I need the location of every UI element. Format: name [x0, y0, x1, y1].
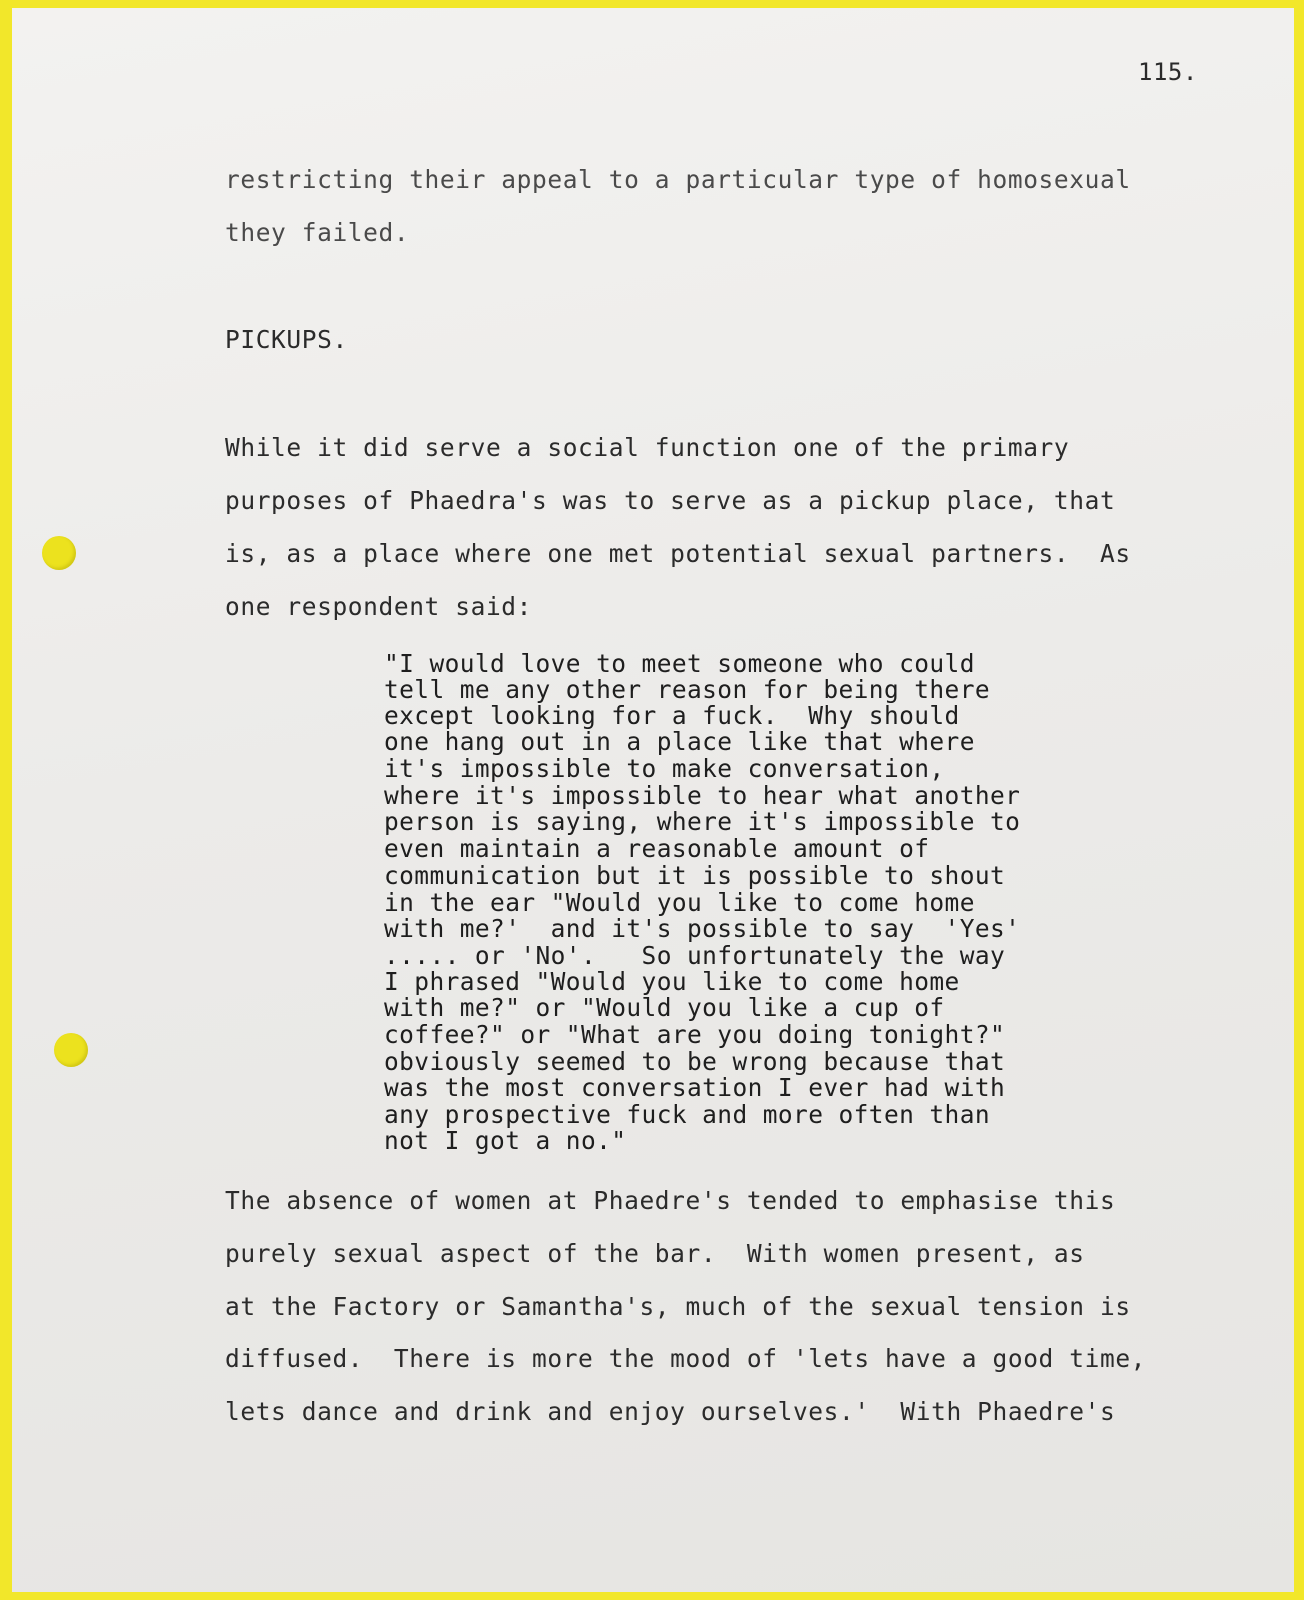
quote-line: in the ear "Would you like to come home — [384, 888, 975, 917]
quote-line: obviously seemed to be wrong because that — [384, 1047, 1006, 1076]
quote-line: "I would love to meet someone who could — [384, 649, 975, 678]
quote-line: communication but it is possible to shout — [384, 861, 1006, 890]
page-number: 115. — [1138, 58, 1198, 86]
paragraph-line: one respondent said: — [225, 592, 533, 621]
quote-line: with me?' and it's possible to say 'Yes' — [384, 914, 1021, 943]
quote-line: where it's impossible to hear what another — [384, 781, 1021, 810]
paragraph-line: The absence of women at Phaedre's tended to emphasise this — [225, 1186, 1116, 1215]
binder-hole-top — [42, 536, 76, 570]
intro-line: restricting their appeal to a particular type of homosexual — [225, 165, 1131, 194]
paragraph-line: purposes of Phaedra's was to serve as a pickup place, that — [225, 486, 1116, 515]
paragraph-line: While it did serve a social function one of the primary — [225, 433, 1070, 462]
binder-hole-bottom — [54, 1033, 88, 1067]
quote-line: except looking for a fuck. Why should — [384, 701, 960, 730]
paragraph-line: diffused. There is more the mood of 'lets have a good time, — [225, 1344, 1147, 1373]
quote-line: ..... or 'No'. So unfortunately the way — [384, 941, 1006, 970]
quote-line: even maintain a reasonable amount of — [384, 834, 930, 863]
quote-line: I phrased "Would you like to come home — [384, 967, 960, 996]
intro-line: they failed. — [225, 218, 410, 247]
quote-line: was the most conversation I ever had with — [384, 1073, 1006, 1102]
paragraph-line: purely sexual aspect of the bar. With women present, as — [225, 1239, 1085, 1268]
quote-line: person is saying, where it's impossible to — [384, 807, 1021, 836]
paragraph-line: lets dance and drink and enjoy ourselves.' With Phaedre's — [225, 1397, 1116, 1426]
quote-line: it's impossible to make conversation, — [384, 754, 945, 783]
quote-line: not I got a no." — [384, 1126, 627, 1155]
paragraph-line: is, as a place where one met potential sexual partners. As — [225, 539, 1131, 568]
paragraph-line: at the Factory or Samantha's, much of the sexual tension is — [225, 1292, 1131, 1321]
quote-line: one hang out in a place like that where — [384, 727, 975, 756]
quote-line: coffee?" or "What are you doing tonight?" — [384, 1020, 1006, 1049]
quote-line: with me?" or "Would you like a cup of — [384, 993, 945, 1022]
quote-line: any prospective fuck and more often than — [384, 1100, 991, 1129]
quote-line: tell me any other reason for being there — [384, 675, 991, 704]
section-heading: PICKUPS. — [225, 325, 348, 354]
